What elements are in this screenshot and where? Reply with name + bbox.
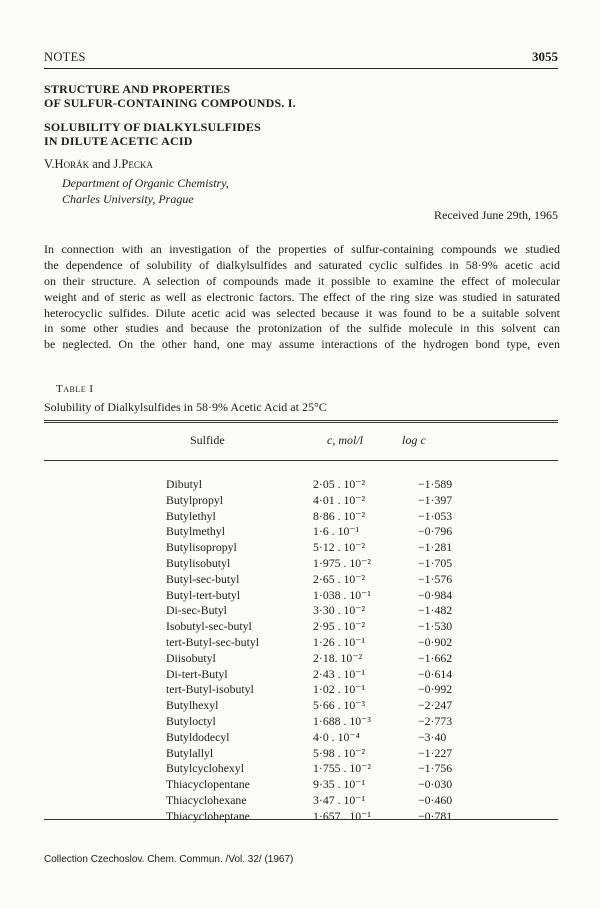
- table-row: [0, 730, 600, 746]
- author-2: J.Pecka: [113, 157, 153, 171]
- cell-log: −1·705: [418, 556, 453, 570]
- header-rule: [44, 68, 558, 69]
- cell-log: −0·460: [418, 793, 453, 807]
- table-header-rule: [44, 460, 558, 461]
- table-row: [0, 603, 600, 619]
- cell-log: −0·781: [418, 808, 453, 823]
- paragraph-line: heterocyclic sulfides. Dilute acetic acid was selected because it was found to be a suitable solvent: [44, 305, 560, 320]
- title-line-2: OF SULFUR-CONTAINING COMPOUNDS. I.: [44, 96, 296, 110]
- paragraph-line: In connection with an investigation of the properties of sulfur-containing compounds we studied: [44, 242, 560, 256]
- cell-log: −2·247: [418, 698, 453, 713]
- body-paragraph: [44, 242, 560, 353]
- table-row: [0, 746, 600, 762]
- cell-sulfide: Thiacycloheptane: [166, 808, 250, 823]
- table-row: [0, 635, 600, 651]
- cell-sulfide: Butylmethyl: [166, 524, 225, 539]
- col-header-concentration: c, mol/l: [327, 433, 363, 447]
- cell-concentration: 2·65 . 10⁻²: [313, 571, 366, 586]
- cell-sulfide: Isobutyl-sec-butyl: [166, 619, 252, 634]
- cell-concentration: 2·18. 10⁻²: [313, 650, 363, 665]
- cell-concentration: 1·6 . 10⁻¹: [313, 524, 360, 539]
- table-caption: Solubility of Dialkylsulfides in 58·9% Acetic Acid at 25°C: [44, 400, 327, 414]
- cell-log: −0·030: [418, 777, 453, 792]
- cell-sulfide: tert-Butyl-isobutyl: [166, 682, 254, 697]
- cell-concentration: 1·755 . 10⁻²: [313, 761, 371, 776]
- cell-log: −1·576: [418, 571, 453, 586]
- affiliation-line-1: Department of Organic Chemistry,: [62, 176, 229, 190]
- cell-log: −1·053: [418, 508, 453, 523]
- cell-sulfide: Di-tert-Butyl: [166, 666, 228, 681]
- author-conjunction: and: [92, 157, 111, 171]
- cell-sulfide: Dibutyl: [166, 477, 203, 491]
- cell-sulfide: Thiacyclopentane: [166, 777, 250, 792]
- author-1: V.Horák: [44, 157, 90, 171]
- table-row: [0, 761, 600, 777]
- cell-log: −1·281: [418, 540, 453, 555]
- cell-log: −0·992: [418, 682, 453, 697]
- cell-concentration: 1·975 . 10⁻²: [313, 556, 371, 570]
- table-top-rule-double: [44, 422, 558, 423]
- table-row: [0, 493, 600, 509]
- table-row: [0, 777, 600, 793]
- cell-sulfide: Butylethyl: [166, 508, 216, 523]
- cell-sulfide: Butylpropyl: [166, 492, 224, 507]
- cell-sulfide: Butylhexyl: [166, 698, 219, 713]
- paragraph-line: in some other studies and because the protonization of the sulfide molecule in this solvent can: [44, 321, 560, 336]
- cell-sulfide: Butyloctyl: [166, 714, 216, 728]
- cell-concentration: 4·0 . 10⁻⁴: [313, 729, 360, 744]
- cell-log: −0·902: [418, 635, 453, 649]
- cell-sulfide: Di-sec-Butyl: [166, 603, 227, 618]
- cell-log: −1·397: [418, 492, 453, 507]
- cell-concentration: 2·43 . 10⁻¹: [313, 666, 366, 681]
- cell-concentration: 1·02 . 10⁻¹: [313, 682, 366, 697]
- cell-concentration: 1·26 . 10⁻¹: [313, 635, 366, 649]
- cell-sulfide: tert-Butyl-sec-butyl: [166, 635, 260, 649]
- table-row: [0, 651, 600, 667]
- table-row: [0, 714, 600, 730]
- title-line-1: STRUCTURE AND PROPERTIES: [44, 82, 231, 96]
- cell-sulfide: Butylallyl: [166, 745, 214, 760]
- table-row: [0, 793, 600, 809]
- cell-log: −1·227: [418, 745, 453, 760]
- cell-sulfide: Butyldodecyl: [166, 729, 230, 744]
- table-row: [0, 509, 600, 525]
- table-row: [0, 588, 600, 604]
- title-line-4: IN DILUTE ACETIC ACID: [44, 134, 193, 148]
- cell-log: −1·482: [418, 603, 453, 618]
- cell-concentration: 5·66 . 10⁻³: [313, 698, 366, 713]
- cell-concentration: 1·688 . 10⁻³: [313, 714, 371, 728]
- cell-log: −1·662: [418, 650, 453, 665]
- cell-concentration: 3·47 . 10⁻¹: [313, 793, 366, 807]
- table-row: [0, 809, 600, 825]
- cell-sulfide: Butyl-tert-butyl: [166, 587, 241, 602]
- cell-log: −3·40: [418, 729, 447, 744]
- paragraph-line: weight and of steric as well as electronic factors. The effect of the ring size was studied in saturated: [44, 289, 560, 304]
- cell-log: −0·614: [418, 666, 453, 681]
- cell-sulfide: Diisobutyl: [166, 650, 216, 665]
- cell-concentration: 3·30 . 10⁻²: [313, 603, 366, 618]
- table-label: Table I: [56, 383, 94, 395]
- cell-concentration: 1·038 . 10⁻¹: [313, 587, 371, 602]
- cell-concentration: 5·98 . 10⁻²: [313, 745, 366, 760]
- table-row: [0, 698, 600, 714]
- table-row: [0, 540, 600, 556]
- cell-concentration: 4·01 . 10⁻²: [313, 492, 366, 507]
- table-row: [0, 477, 600, 493]
- section-label: NOTES: [44, 50, 86, 64]
- cell-log: −1·756: [418, 761, 453, 776]
- table-row: [0, 682, 600, 698]
- paragraph-line: be neglected. On the other hand, one may assume interactions of the hydrogen bond type, even: [44, 337, 560, 352]
- page-number: 3055: [532, 49, 558, 64]
- cell-concentration: 2·95 . 10⁻²: [313, 619, 366, 634]
- cell-concentration: 1·657 . 10⁻¹: [313, 808, 371, 823]
- table-row: [0, 619, 600, 635]
- paragraph-line: the dependence of solubility of dialkylsulfides and saturated cyclic sulfides in 58·9% acetic acid: [44, 257, 560, 272]
- cell-sulfide: Butyl-sec-butyl: [166, 571, 240, 586]
- cell-concentration: 2·05 . 10⁻²: [313, 477, 366, 491]
- cell-log: −1·530: [418, 619, 453, 634]
- cell-sulfide: Butylisopropyl: [166, 540, 237, 555]
- table-bottom-rule: [44, 819, 558, 820]
- received-date: Received June 29th, 1965: [434, 208, 558, 222]
- affiliation-line-2: Charles University, Prague: [62, 192, 194, 206]
- col-header-log: log c: [402, 433, 426, 447]
- table-row: [0, 556, 600, 572]
- cell-sulfide: Thiacyclohexane: [166, 793, 247, 807]
- cell-concentration: 8·86 . 10⁻²: [313, 508, 366, 523]
- table-row: [0, 524, 600, 540]
- journal-footer: Collection Czechoslov. Chem. Commun. /Vol. 32/ (1967): [44, 854, 294, 865]
- cell-log: −0·984: [418, 587, 453, 602]
- title-line-3: SOLUBILITY OF DIALKYLSULFIDES: [44, 120, 261, 134]
- cell-concentration: 9·35 . 10⁻¹: [313, 777, 366, 792]
- cell-sulfide: Butylcyclohexyl: [166, 761, 244, 776]
- col-header-sulfide: Sulfide: [190, 433, 225, 447]
- table-row: [0, 667, 600, 683]
- running-header: [44, 50, 558, 70]
- cell-concentration: 5·12 . 10⁻²: [313, 540, 366, 555]
- cell-log: −1·589: [418, 477, 453, 491]
- cell-log: −2·773: [418, 714, 453, 728]
- authors: [44, 157, 153, 172]
- table-row: [0, 572, 600, 588]
- cell-sulfide: Butylisobutyl: [166, 556, 231, 570]
- paragraph-line: on their structure. A selection of compounds made it possible to examine the effect of molecular: [44, 273, 560, 288]
- cell-log: −0·796: [418, 524, 453, 539]
